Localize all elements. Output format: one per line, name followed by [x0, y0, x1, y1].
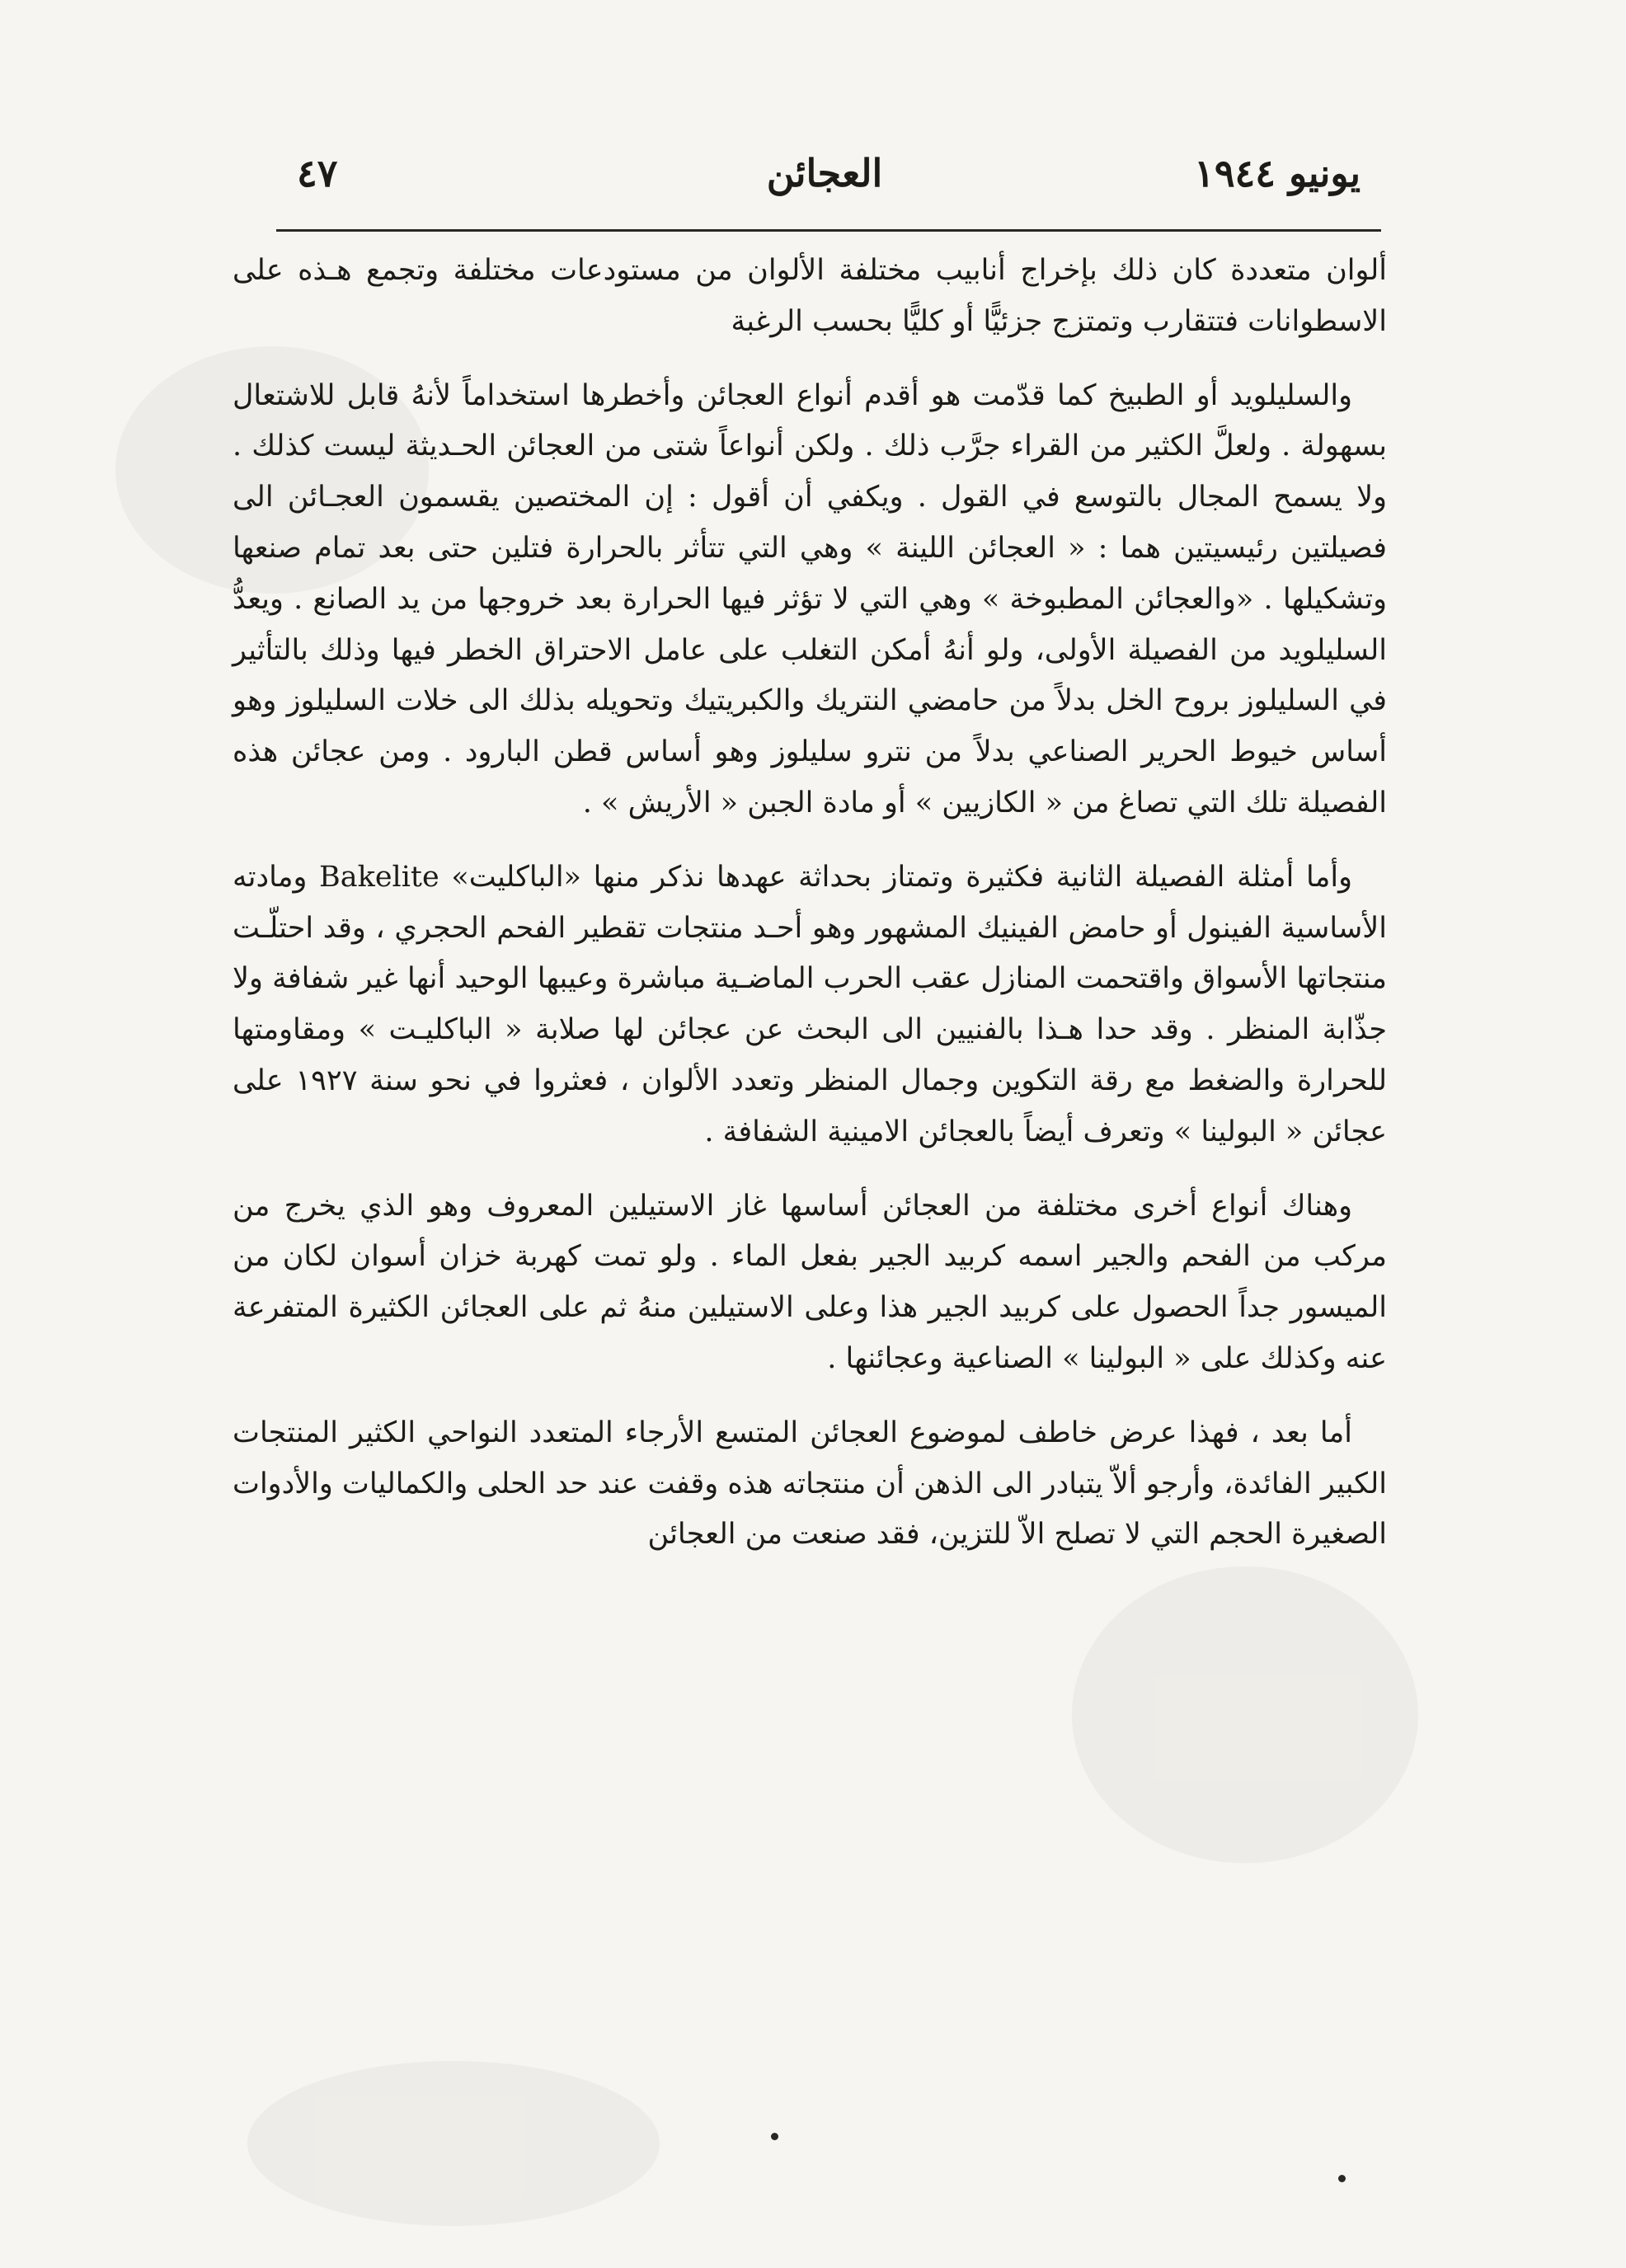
- paper-stain: [1072, 1566, 1418, 1863]
- page-header: [272, 140, 1377, 214]
- paragraph-2: والسليلويد أو الطبيخ كما قدّمت هو أقدم أنواع العجائن وأخطرها استخداماً لأنهُ قابل للاشتعال بسهولة . ولعلَّ الكثير من القراء جرَّب ذلك . ولكن أنواعاً شتى من العجائن الحـديثة ليست كذلك . ولا يسمح المجال بالتوسع في القول . ويكفي أن أقول : إن المختصين يقسمون العجـائن الى فصيلتين رئيسيتين هما : « العجائن اللينة » وهي التي تتأثر بالحرارة فتلين حتى بعد تمام صنعها وتشكيلها . «والعجائن المطبوخة » وهي التي لا تؤثر فيها الحرارة بعد خروجها من يد الصانع . ويعدُّ السليلويد من الفصيلة الأولى، ولو أنهُ أمكن التغلب على عامل الاحتراق الخطر فيها وذلك بالتأثير في السليلوز بروح الخل بدلاً من حامضي النتريك والكبريتيك وتحويله بذلك الى خلات السليلوز وهو أساس خيوط الحرير الصناعي بدلاً من نترو سليلوز وهو أساس قطن البارود . ومن عجائن هذه الفصيلة تلك التي تصاغ من « الكازيين » أو مادة الجبن « الأريش » .: [233, 378, 1387, 819]
- header-title: العجائن: [766, 151, 883, 195]
- paper-stain: [247, 2061, 660, 2226]
- paragraph-1: ألوان متعددة كان ذلك بإخراج أنابيب مختلفة الألوان من مستودعات مختلفة وتجمع هـذه على الاسطوانات فتتقارب وتمتزج جزئيًّا أو كليًّا بحسب الرغبة: [233, 254, 1387, 338]
- paragraph-3-rest: ومادته الأساسية الفينول أو حامض الفينيك المشهور وهو أحـد منتجات تقطير الفحم الحجري ، وقد احتلّـت منتجاتها الأسواق واقتحمت المنازل عقب الحرب الماضـية مباشرة وعيبها الوحيد أنها غير شفافة ولا جذّابة المنظر . وقد حدا هـذا بالفنيين الى البحث عن عجائن لها صلابة « الباكليـت » ومقاومتها للحرارة والضغط مع رقة التكوين وجمال المنظر وتعدد الألوان ، فعثروا في نحو سنة ١٩٢٧ على عجائن « البولينا » وتعرف أيضاً بالعجائن الامينية الشفافة .: [233, 860, 1387, 1148]
- ink-speck: [771, 2133, 778, 2140]
- paragraph-4: وهناك أنواع أخرى مختلفة من العجائن أساسها غاز الاستيلين المعروف وهو الذي يخرج من مركب من الفحم والجير اسمه كربيد الجير بفعل الماء . ولو تمت كهربة خزان أسوان لكان من الميسور جداً الحصول على كربيد الجير هذا وعلى الاستيلين منهُ ثم على العجائن الكثيرة المتفرعة عنه وكذلك على « البولينا » الصناعية وعجائنها .: [233, 1189, 1387, 1375]
- paragraph-5: أما بعد ، فهذا عرض خاطف لموضوع العجائن المتسع الأرجاء المتعدد النواحي الكثير المنتجات الكبير الفائدة، وأرجو ألاّ يتبادر الى الذهن أن منتجاته هذه وقفت عند حد الحلى والكماليات والأدوات الصغيرة الحجم التي لا تصلح الاّ للتزين، فقد صنعت من العجائن: [233, 1416, 1387, 1552]
- bakelite-term: Bakelite: [319, 860, 439, 894]
- ink-speck: [1338, 2175, 1346, 2182]
- header-date: يونيو ١٩٤٤: [1194, 151, 1360, 195]
- paragraph-3: [233, 852, 1387, 1158]
- article-body: [233, 246, 1387, 1584]
- header-rule: [276, 229, 1381, 232]
- page-number: ٤٧: [297, 151, 338, 195]
- paragraph-3-lead: وأما أمثلة الفصيلة الثانية فكثيرة وتمتاز بحداثة عهدها نذكر منها «الباكليت»: [451, 860, 1352, 894]
